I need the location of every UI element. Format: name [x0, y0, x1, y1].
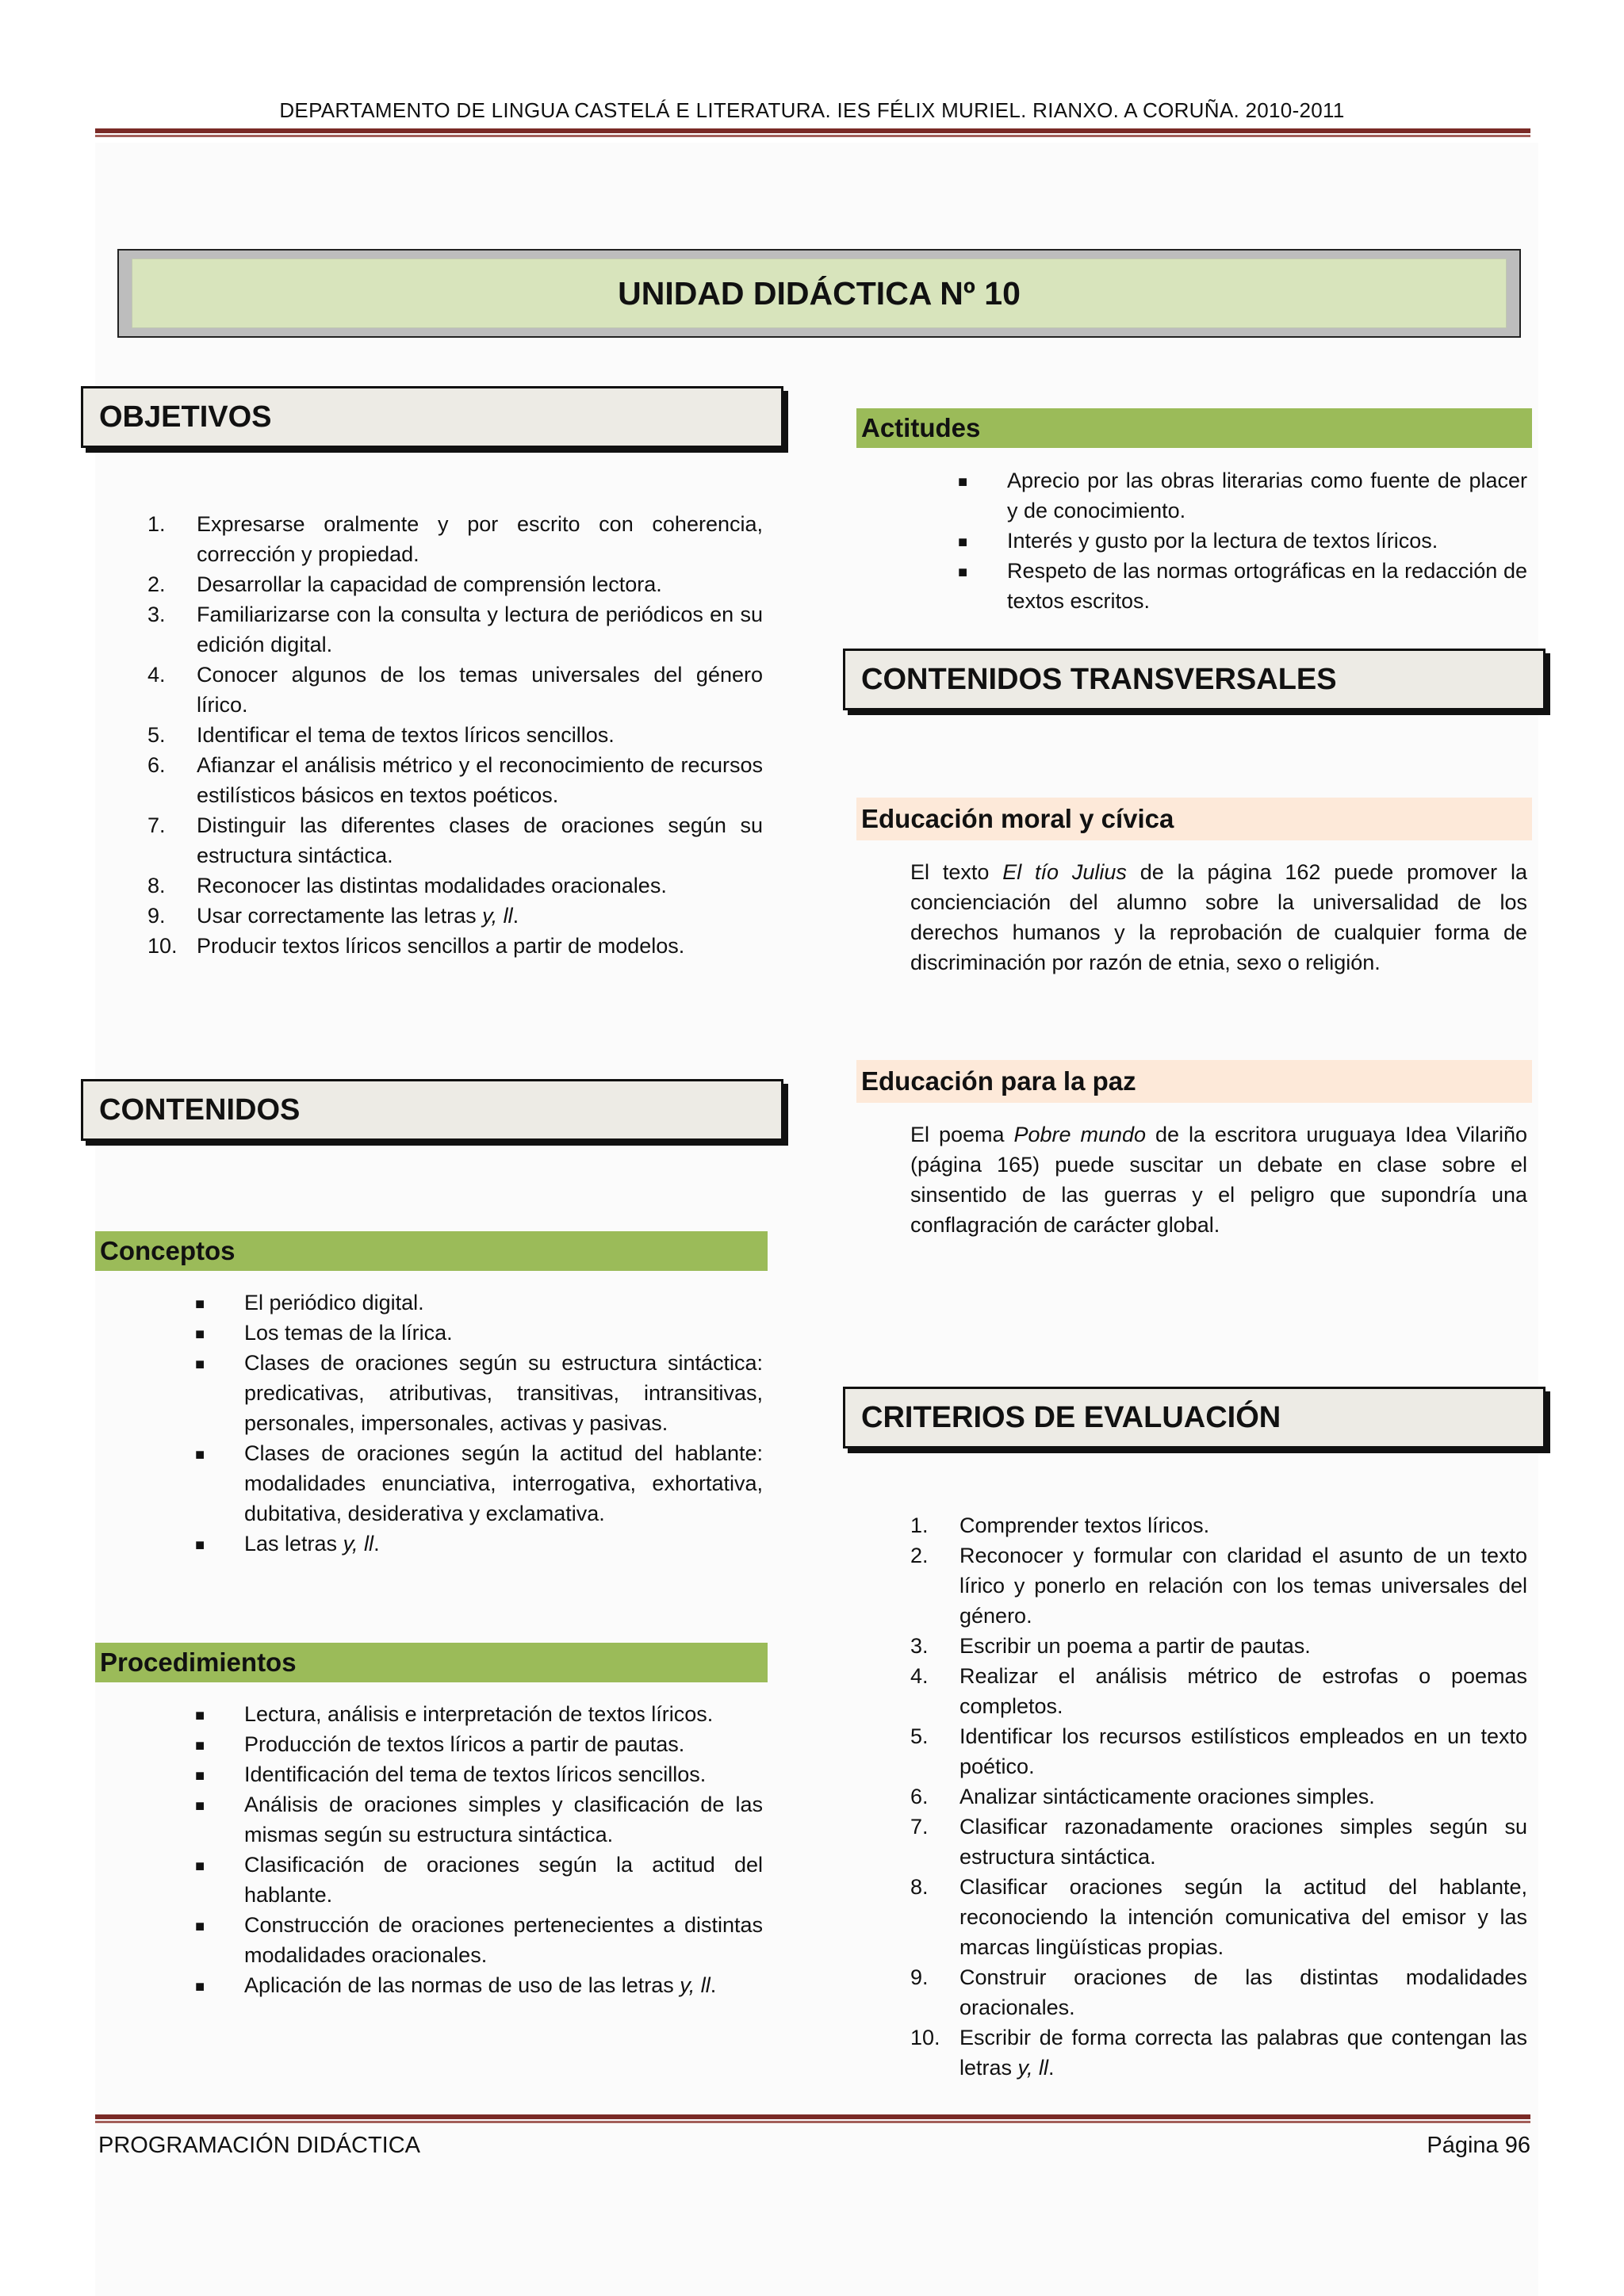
list-item: [147, 901, 763, 931]
list-item: [147, 871, 763, 901]
moral-paragraph: [910, 857, 1527, 978]
item-emphasis: y, ll: [1017, 2056, 1049, 2080]
item-text: Análisis de oraciones simples y clasificación de las mismas según su estructura sintáctica.: [244, 1793, 763, 1846]
square-bullet-icon: ■: [195, 1707, 205, 1724]
item-text: Afianzar el análisis métrico y el reconocimiento de recursos estilísticos básicos en textos poéticos.: [197, 753, 763, 807]
item-text: Construir oraciones de las distintas modalidades oracionales.: [959, 1965, 1527, 2019]
item-number: 6.: [147, 753, 166, 777]
item-number: 1.: [147, 512, 166, 536]
item-text: El periódico digital.: [244, 1291, 424, 1314]
item-number: 10.: [147, 934, 178, 958]
item-emphasis: y, ll: [482, 904, 513, 928]
criterios-list: [910, 1510, 1527, 2083]
objetivos-list: [147, 509, 763, 961]
square-bullet-icon: ■: [195, 1978, 205, 1996]
list-item: [910, 1510, 1527, 1540]
square-bullet-icon: ■: [958, 473, 968, 491]
item-number: 9.: [147, 904, 166, 928]
moral-heading: [856, 798, 1532, 840]
item-text: Desarrollar la capacidad de comprensión lectora.: [197, 572, 662, 596]
transversales-title: CONTENIDOS TRANSVERSALES: [861, 663, 1337, 696]
item-text-end: .: [373, 1532, 380, 1556]
item-text-end: .: [1048, 2056, 1055, 2080]
header-rule-thin: [95, 135, 1530, 137]
item-text: Identificar los recursos estilísticos empleados en un texto poético.: [959, 1724, 1527, 1778]
list-item: [910, 1661, 1527, 1721]
item-number: 7.: [147, 813, 166, 837]
item-number: 8.: [910, 1875, 929, 1899]
criterios-title: CRITERIOS DE EVALUACIÓN: [861, 1401, 1281, 1434]
footer-rule-thin: [95, 2121, 1530, 2123]
list-item: [195, 1850, 763, 1910]
list-item: [195, 1529, 763, 1559]
list-item: [910, 2022, 1527, 2083]
list-item: [910, 1872, 1527, 1962]
actitudes-title: Actitudes: [861, 413, 981, 442]
unit-title: UNIDAD DIDÁCTICA Nº 10: [618, 275, 1021, 312]
list-item: [910, 1781, 1527, 1812]
list-item: [147, 599, 763, 660]
item-text: Reconocer las distintas modalidades oracionales.: [197, 874, 667, 897]
item-text: Lectura, análisis e interpretación de textos líricos.: [244, 1702, 714, 1726]
paz-text-start: El poema: [910, 1123, 1014, 1146]
header-rule: [95, 128, 1530, 133]
item-text: Conocer algunos de los temas universales del género lírico.: [197, 663, 763, 717]
item-text: Escribir un poema a partir de pautas.: [959, 1634, 1311, 1658]
item-number: 6.: [910, 1785, 929, 1808]
list-item: [958, 526, 1527, 556]
list-item: [147, 660, 763, 720]
list-item: [195, 1288, 763, 1318]
item-number: 3.: [910, 1634, 929, 1658]
footer-doc-title: PROGRAMACIÓN DIDÁCTICA: [98, 2133, 421, 2158]
list-item: [147, 810, 763, 871]
item-number: 10.: [910, 2026, 940, 2049]
procedimientos-list: [195, 1699, 763, 2000]
paz-heading: [856, 1060, 1532, 1103]
list-item: [195, 1910, 763, 1970]
list-item: [195, 1970, 763, 2000]
item-number: 2.: [910, 1544, 929, 1567]
procedimientos-title: Procedimientos: [100, 1647, 297, 1677]
item-text: Interés y gusto por la lectura de textos líricos.: [1007, 529, 1438, 553]
list-item: [910, 1540, 1527, 1631]
conceptos-heading: [95, 1231, 768, 1271]
item-number: 9.: [910, 1965, 929, 1989]
list-item: [195, 1699, 763, 1729]
item-text: Usar correctamente las letras: [197, 904, 483, 928]
item-number: 2.: [147, 572, 166, 596]
list-item: [147, 750, 763, 810]
item-number: 5.: [910, 1724, 929, 1748]
list-item: [195, 1318, 763, 1348]
transversales-heading: [843, 649, 1545, 710]
paz-title: Educación para la paz: [861, 1066, 1136, 1096]
paz-text-rest: de la escritora uruguaya Idea Vilariño (página 165) puede suscitar un debate en clase sobre el sinsentido de las guerras y el peligro que supondría una conflagración de carácter global.: [910, 1123, 1527, 1237]
list-item: [910, 1721, 1527, 1781]
page-header: DEPARTAMENTO DE LINGUA CASTELÁ E LITERATURA. IES FÉLIX MURIEL. RIANXO. A CORUÑA. 2010-2011: [279, 98, 1345, 122]
item-number: 1.: [910, 1513, 929, 1537]
item-emphasis: y, ll: [680, 1973, 710, 1997]
square-bullet-icon: ■: [195, 1356, 205, 1373]
item-text: Producir textos líricos sencillos a partir de modelos.: [197, 934, 685, 958]
square-bullet-icon: ■: [958, 534, 968, 551]
actitudes-heading: [856, 408, 1532, 448]
list-item: [958, 465, 1527, 526]
list-item: [195, 1438, 763, 1529]
procedimientos-heading: [95, 1643, 768, 1682]
list-item: [910, 1631, 1527, 1661]
square-bullet-icon: ■: [195, 1536, 205, 1554]
square-bullet-icon: ■: [195, 1737, 205, 1755]
list-item: [195, 1348, 763, 1438]
item-text: Distinguir las diferentes clases de oraciones según su estructura sintáctica.: [197, 813, 763, 867]
list-item: [147, 509, 763, 569]
moral-title: Educación moral y cívica: [861, 804, 1174, 833]
square-bullet-icon: ■: [958, 564, 968, 581]
item-text: Producción de textos líricos a partir de pautas.: [244, 1732, 685, 1756]
item-text: Clases de oraciones según la actitud del hablante: modalidades enunciativa, interrogativa, exhortativa, dubitativa, desiderativa y exclamativa.: [244, 1441, 763, 1525]
item-number: 8.: [147, 874, 166, 897]
item-text: Identificación del tema de textos líricos sencillos.: [244, 1762, 707, 1786]
item-text: Clasificar razonadamente oraciones simples según su estructura sintáctica.: [959, 1815, 1527, 1869]
list-item: [910, 1962, 1527, 2022]
item-text-end: .: [512, 904, 519, 928]
item-number: 7.: [910, 1815, 929, 1839]
conceptos-title: Conceptos: [100, 1236, 236, 1265]
moral-text-title: El tío Julius: [1002, 860, 1127, 884]
item-text: Construcción de oraciones pertenecientes a distintas modalidades oracionales.: [244, 1913, 763, 1967]
contenidos-heading: [81, 1079, 783, 1141]
list-item: [910, 1812, 1527, 1872]
item-number: 4.: [910, 1664, 929, 1688]
square-bullet-icon: ■: [195, 1858, 205, 1875]
item-number: 4.: [147, 663, 166, 687]
list-item: [958, 556, 1527, 616]
item-text-end: .: [710, 1973, 717, 1997]
criterios-heading: [843, 1387, 1545, 1448]
item-text: Analizar sintácticamente oraciones simples.: [959, 1785, 1375, 1808]
footer-rule: [95, 2114, 1530, 2119]
item-text: Respeto de las normas ortográficas en la redacción de textos escritos.: [1007, 559, 1527, 613]
list-item: [147, 720, 763, 750]
item-text: Familiarizarse con la consulta y lectura de periódicos en su edición digital.: [197, 603, 763, 656]
objetivos-title: OBJETIVOS: [99, 400, 272, 434]
item-text: Reconocer y formular con claridad el asunto de un texto lírico y ponerlo en relación con los temas universales del género.: [959, 1544, 1527, 1628]
item-text: Los temas de la lírica.: [244, 1321, 453, 1345]
list-item: [195, 1759, 763, 1789]
square-bullet-icon: ■: [195, 1295, 205, 1313]
item-text: Realizar el análisis métrico de estrofas o poemas completos.: [959, 1664, 1527, 1718]
list-item: [195, 1789, 763, 1850]
item-text: Clasificar oraciones según la actitud del hablante, reconociendo la intención comunicativa del emisor y las marcas lingüísticas propias.: [959, 1875, 1527, 1959]
item-text: Clasificación de oraciones según la actitud del hablante.: [244, 1853, 763, 1907]
actitudes-list: [958, 465, 1527, 616]
item-text: Escribir de forma correcta las palabras que contengan las letras: [959, 2026, 1527, 2080]
objetivos-heading: [81, 386, 783, 448]
item-text: Identificar el tema de textos líricos sencillos.: [197, 723, 615, 747]
moral-text-start: El texto: [910, 860, 1003, 884]
item-emphasis: y, ll: [343, 1532, 374, 1556]
paz-text-title: Pobre mundo: [1013, 1123, 1147, 1146]
item-text: Las letras: [244, 1532, 343, 1556]
moral-text-rest: de la página 162 puede promover la concienciación del alumno sobre la universalidad de los derechos humanos y la reprobación de cualquier forma de discriminación por razón de etnia, sexo o religión.: [910, 860, 1528, 974]
item-text: Aplicación de las normas de uso de las letras: [244, 1973, 680, 1997]
list-item: [195, 1729, 763, 1759]
item-number: 3.: [147, 603, 166, 626]
square-bullet-icon: ■: [195, 1326, 205, 1343]
paz-paragraph: [910, 1119, 1527, 1240]
square-bullet-icon: ■: [195, 1797, 205, 1815]
item-number: 5.: [147, 723, 166, 747]
list-item: [147, 569, 763, 599]
contenidos-title: CONTENIDOS: [99, 1093, 301, 1127]
conceptos-list: [195, 1288, 763, 1559]
item-text: Aprecio por las obras literarias como fuente de placer y de conocimiento.: [1007, 469, 1527, 522]
item-text: Clases de oraciones según su estructura sintáctica: predicativas, atributivas, transitivas, intransitivas, personales, impersonales, activas y pasivas.: [244, 1351, 763, 1435]
item-text: Comprender textos líricos.: [959, 1513, 1210, 1537]
list-item: [147, 931, 763, 961]
footer-page-number: Página 96: [1427, 2133, 1530, 2158]
square-bullet-icon: ■: [195, 1446, 205, 1464]
square-bullet-icon: ■: [195, 1767, 205, 1785]
item-text: Expresarse oralmente y por escrito con coherencia, corrección y propiedad.: [197, 512, 763, 566]
square-bullet-icon: ■: [195, 1918, 205, 1935]
